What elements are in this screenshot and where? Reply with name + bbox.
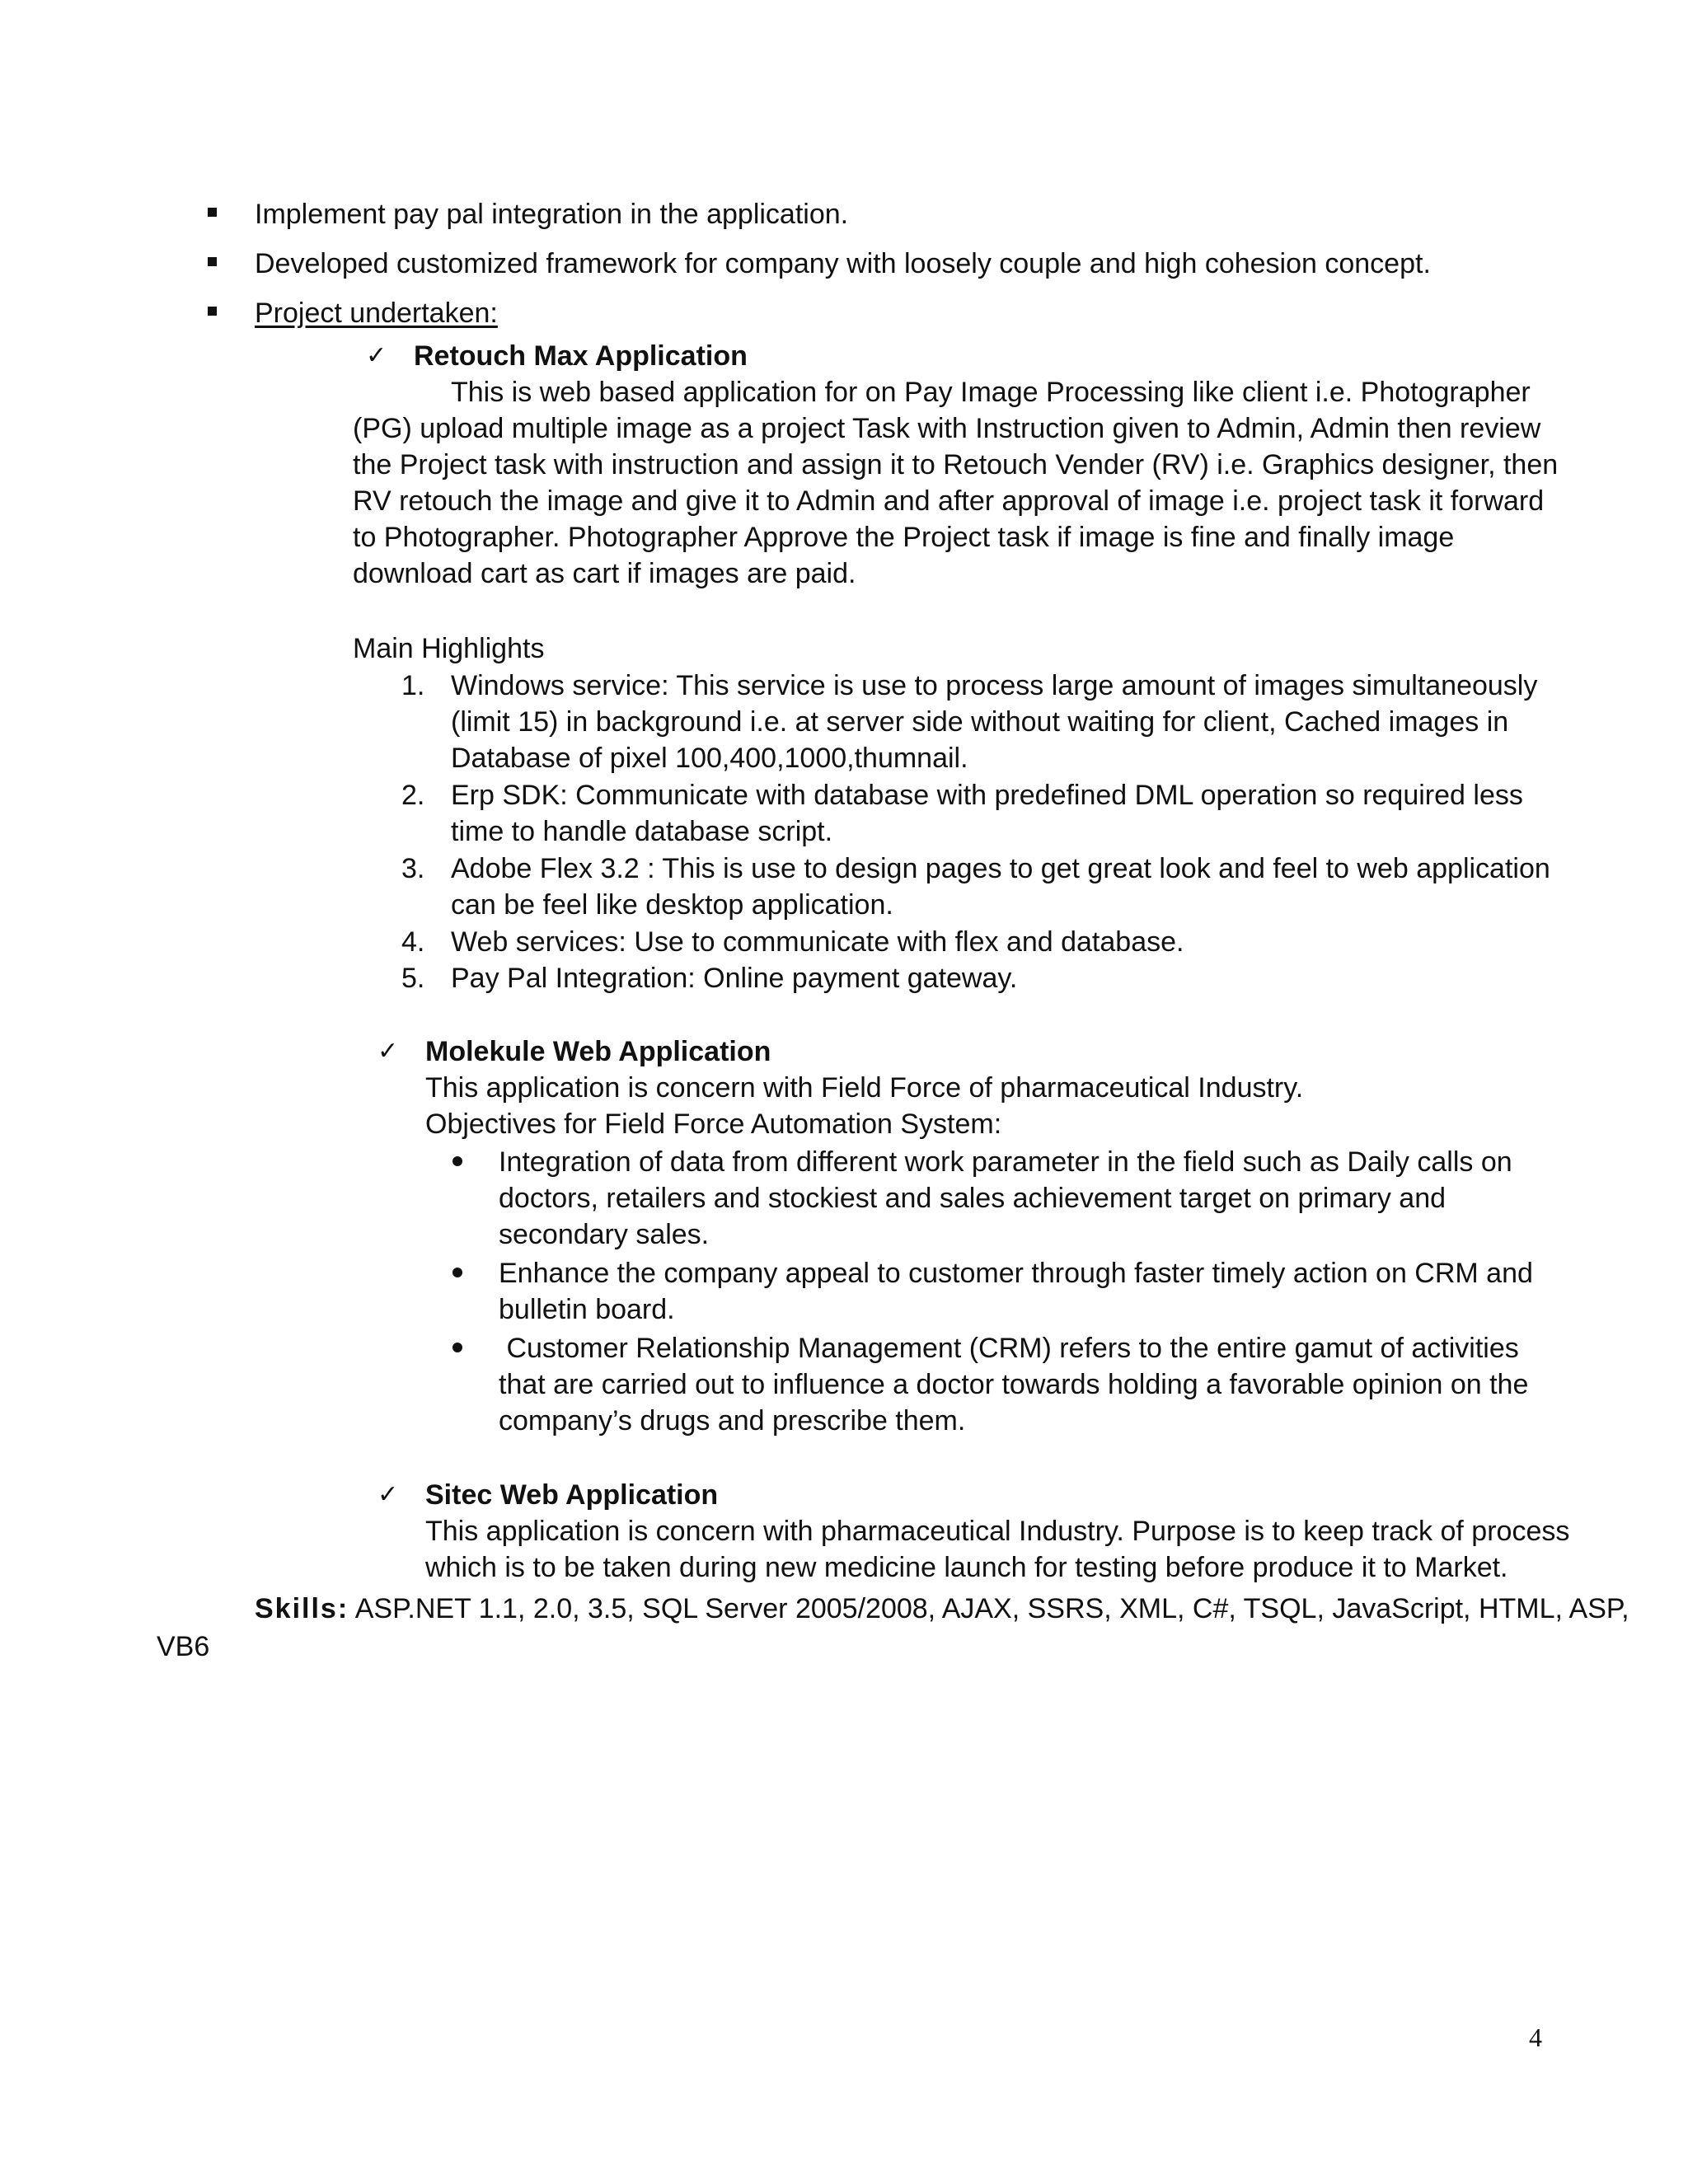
list-item-line: Pay Pal Integration: Online payment gateway. (451, 963, 1018, 994)
project-description-line: download cart as cart if images are paid. (353, 558, 856, 589)
bullet-dot-icon (452, 1156, 462, 1166)
project-title: Molekule Web Application (425, 1036, 771, 1067)
project-description-line: This is web based application for on Pay Image Processing like client i.e. Photographer (451, 377, 1531, 408)
list-item-line: Database of pixel 100,400,1000,thumnail. (451, 743, 968, 774)
project-description-line: to Photographer. Photographer Approve the Project task if image is fine and finally image (353, 522, 1455, 553)
list-number: 4. (401, 926, 425, 958)
list-item-line: Adobe Flex 3.2 : This is use to design pages to get great look and feel to web application (451, 853, 1550, 884)
objective-line: Integration of data from different work parameter in the field such as Daily calls on (499, 1146, 1512, 1178)
project-title: Sitec Web Application (425, 1479, 719, 1511)
list-item-line: can be feel like desktop application. (451, 889, 893, 921)
bullet-text: Implement pay pal integration in the application. (255, 199, 849, 230)
page-number: 4 (1529, 2022, 1542, 2052)
project-description-line: This application is concern with Field Force of pharmaceutical Industry. (425, 1072, 1304, 1104)
project-description-line: which is to be taken during new medicine launch for testing before produce it to Market. (425, 1552, 1508, 1583)
checkmark-icon: ✓ (377, 1037, 399, 1066)
list-number: 2. (401, 780, 425, 811)
objective-line: Customer Relationship Management (CRM) refers to the entire gamut of activities (499, 1333, 1519, 1364)
objective-line: company’s drugs and prescribe them. (499, 1405, 966, 1436)
objective-line: secondary sales. (499, 1219, 710, 1250)
skills-label: Skills: (255, 1593, 349, 1624)
square-bullet-icon (208, 307, 217, 316)
checkmark-icon: ✓ (377, 1480, 399, 1509)
square-bullet-icon (208, 257, 217, 266)
list-number: 1. (401, 670, 425, 701)
bullet-dot-icon (452, 1268, 462, 1277)
list-item-line: Erp SDK: Communicate with database with predefined DML operation so required less (451, 780, 1523, 811)
list-number: 5. (401, 963, 425, 994)
highlights-heading: Main Highlights (353, 633, 545, 664)
bullet-text: Developed customized framework for company with loosely couple and high cohesion concept. (255, 248, 1431, 279)
skills-line (255, 1591, 1629, 1627)
skills-list: ASP.NET 1.1, 2.0, 3.5, SQL Server 2005/2008, AJAX, SSRS, XML, C#, TSQL, JavaScript, HTML, ASP, (354, 1593, 1629, 1624)
project-description-line: Objectives for Field Force Automation System: (425, 1108, 1002, 1140)
objective-line: Enhance the company appeal to customer through faster timely action on CRM and (499, 1258, 1533, 1289)
project-description-line: (PG) upload multiple image as a project Task with Instruction given to Admin, Admin then review (353, 413, 1541, 444)
bullet-dot-icon (452, 1343, 462, 1352)
project-description-line: RV retouch the image and give it to Admin and after approval of image i.e. project task it forward (353, 485, 1545, 517)
project-description-line: the Project task with instruction and assign it to Retouch Vender (RV) i.e. Graphics designer, then (353, 449, 1559, 480)
list-item-line: Windows service: This service is use to process large amount of images simultaneously (451, 670, 1538, 701)
square-bullet-icon (208, 208, 217, 217)
project-description-line: This application is concern with pharmaceutical Industry. Purpose is to keep track of process (425, 1516, 1570, 1547)
objective-line: bulletin board. (499, 1294, 675, 1325)
skills-continuation: VB6 (157, 1631, 210, 1662)
projects-heading: Project undertaken: (255, 298, 498, 329)
list-item-line: Web services: Use to communicate with flex and database. (451, 926, 1184, 958)
objective-line: doctors, retailers and stockiest and sales achievement target on primary and (499, 1183, 1447, 1214)
list-number: 3. (401, 853, 425, 884)
list-item-line: time to handle database script. (451, 816, 833, 847)
project-title: Retouch Max Application (414, 340, 748, 372)
list-item-line: (limit 15) in background i.e. at server side without waiting for client, Cached images in (451, 706, 1509, 738)
checkmark-icon: ✓ (366, 341, 387, 370)
objective-line: that are carried out to influence a doctor towards holding a favorable opinion on the (499, 1369, 1529, 1400)
